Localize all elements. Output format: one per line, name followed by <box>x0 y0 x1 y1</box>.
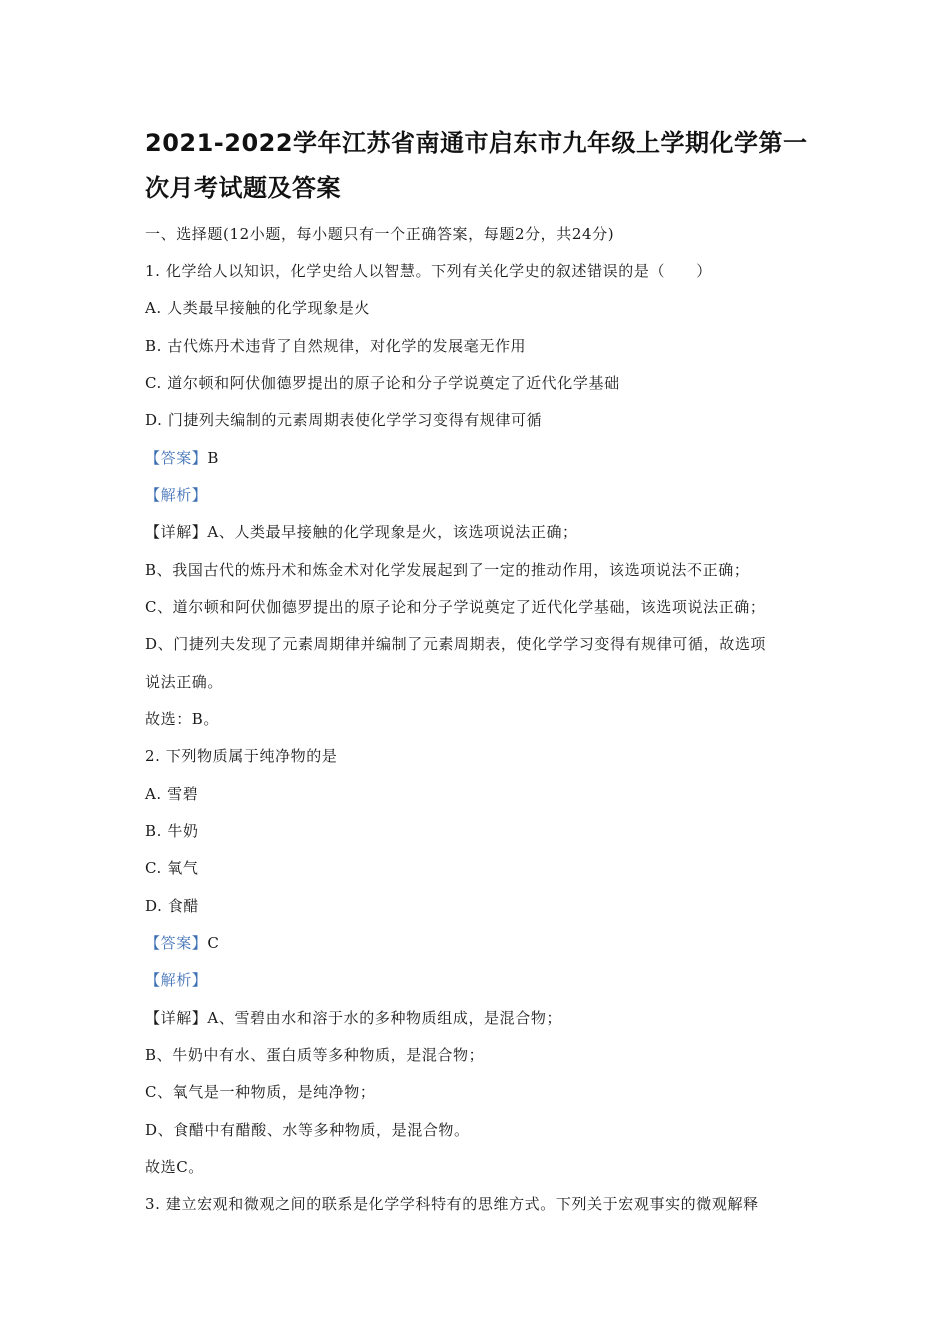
q3-stem: 3. 建立宏观和微观之间的联系是化学学科特有的思维方式。下列关于宏观事实的微观解释 <box>145 1195 759 1213</box>
q2-detail-tag: 【详解】 <box>145 1009 208 1027</box>
q1-option-a: A. 人类最早接触的化学现象是火 <box>145 299 370 317</box>
section-heading: 一、选择题(12小题，每小题只有一个正确答案，每题2分，共24分) <box>145 225 615 243</box>
q1-answer-tag: 【答案】 <box>145 449 208 467</box>
q1-detail-first: A、人类最早接触的化学现象是火，该选项说法正确； <box>207 523 578 541</box>
q1-analysis-tag: 【解析】 <box>145 486 208 504</box>
q1-option-c: C. 道尔顿和阿伏伽德罗提出的原子论和分子学说奠定了近代化学基础 <box>145 374 620 392</box>
q2-option-d: D. 食醋 <box>145 897 200 915</box>
q2-detail-line-3: C、氧气是一种物质，是纯净物； <box>145 1083 376 1101</box>
q1-answer-value: B <box>207 449 220 467</box>
q2-analysis-tag: 【解析】 <box>145 971 208 989</box>
q1-option-b: B. 古代炼丹术违背了自然规律，对化学的发展毫无作用 <box>145 337 527 355</box>
document-title-line-2: 次月考试题及答案 <box>145 174 341 202</box>
q2-answer-tag: 【答案】 <box>145 934 208 952</box>
q2-detail-first: A、雪碧由水和溶于水的多种物质组成，是混合物； <box>207 1009 563 1027</box>
q2-stem: 2. 下列物质属于纯净物的是 <box>145 747 338 765</box>
q1-answer <box>145 448 219 468</box>
q2-detail-line-4: D、食醋中有醋酸、水等多种物质，是混合物。 <box>145 1121 470 1139</box>
q1-detail-line-3: C、道尔顿和阿伏伽德罗提出的原子论和分子学说奠定了近代化学基础，该选项说法正确； <box>145 598 766 616</box>
q1-detail-line-2: B、我国古代的炼丹术和炼金术对化学发展起到了一定的推动作用，该选项说法不正确； <box>145 561 750 579</box>
q2-detail-line-1 <box>145 1008 562 1028</box>
q1-detail-line-1 <box>145 522 578 542</box>
q2-answer <box>145 933 219 953</box>
q2-option-b: B. 牛奶 <box>145 822 199 840</box>
q1-stem: 1. 化学给人以知识，化学史给人以智慧。下列有关化学史的叙述错误的是（ ） <box>145 262 712 280</box>
q1-conclusion: 故选：B。 <box>145 710 220 728</box>
q1-option-d: D. 门捷列夫编制的元素周期表使化学学习变得有规律可循 <box>145 411 543 429</box>
q2-answer-value: C <box>207 934 220 952</box>
document-title-line-1: 2021-2022学年江苏省南通市启东市九年级上学期化学第一 <box>145 129 808 157</box>
q2-detail-line-2: B、牛奶中有水、蛋白质等多种物质，是混合物； <box>145 1046 485 1064</box>
q1-detail-line-5: 说法正确。 <box>145 673 224 691</box>
q2-option-a: A. 雪碧 <box>145 785 199 803</box>
q1-detail-tag: 【详解】 <box>145 523 208 541</box>
q2-conclusion: 故选C。 <box>145 1158 204 1176</box>
q1-detail-line-4: D、门捷列夫发现了元素周期律并编制了元素周期表，使化学学习变得有规律可循，故选项 <box>145 635 767 653</box>
q2-option-c: C. 氧气 <box>145 859 199 877</box>
